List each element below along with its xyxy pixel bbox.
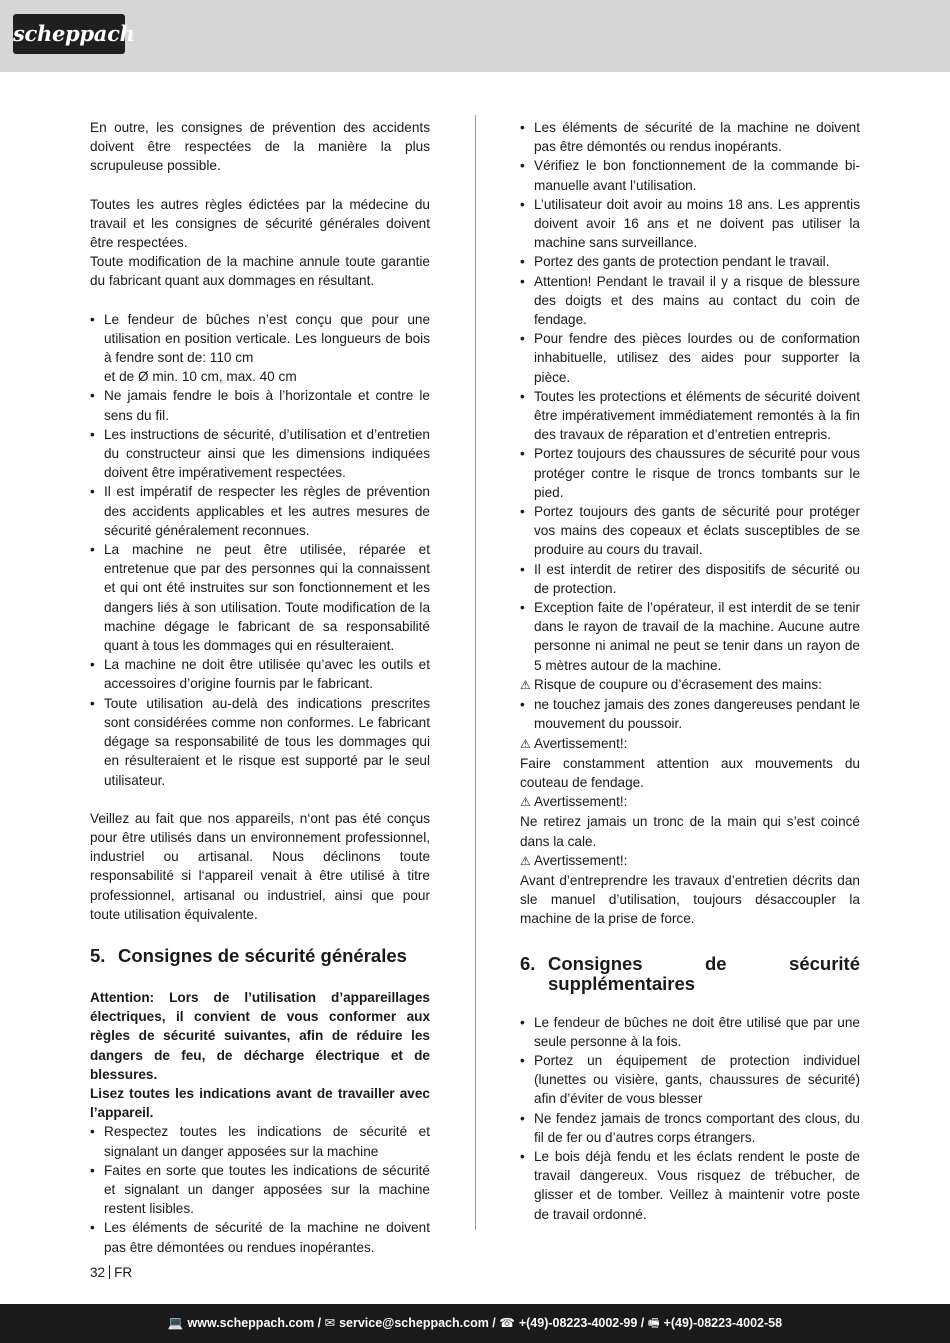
list-item: • La machine ne peut être utilisée, réparée et entretenue que par des personnes qui la connaissent et qui ont été instruites sur son fonctionnement et les dangers liés à son utilisation. Toute modification de la machine dégage le fabricant de sa responsabilité quant à tous les dommages qui en résulteraient.	[90, 540, 430, 655]
list-item: • Portez un équipement de protection individuel (lunettes ou visière, gants, chaussures de sécurité) afin d’éviter de vous blesser	[520, 1051, 860, 1109]
page-header	[0, 0, 950, 72]
list-item: • Portez toujours des chaussures de sécurité pour vous protéger contre le risque de troncs tombants sur le pied.	[520, 444, 860, 502]
warning-heading: ⚠ Avertissement!:	[520, 851, 860, 871]
read-instructions-text: Lisez toutes les indications avant de travailler avec l’appareil.	[90, 1085, 430, 1121]
list-item: • Vérifiez le bon fonctionnement de la commande bi-manuelle avant l’utilisation.	[520, 156, 860, 194]
phone-number: +(49)-08223-4002-99	[518, 1316, 638, 1330]
list-item: • Le fendeur de bûches n’est conçu que pour une utilisation en position verticale. Les longueurs de bois à fendre sont de: 110 cm et de Ø min. 10 cm, max. 40 cm	[90, 310, 430, 387]
section-5-heading: 5. Consignes de sécurité générales	[90, 944, 407, 966]
list-item: • Les éléments de sécurité de la machine ne doivent pas être démontés ou rendus inopérants.	[520, 118, 860, 156]
list-item: • Ne fendez jamais de troncs comportant des clous, du fil de fer ou d’autres corps étrangers.	[520, 1109, 860, 1147]
brand-logo: scheppach	[13, 14, 125, 54]
list-item: • Portez toujours des gants de sécurité pour protéger vos mains des copeaux et éclats susceptibles de se produire au cours du travail.	[520, 502, 860, 560]
list-item: • Il est impératif de respecter les règles de prévention des accidents applicables et les autres mesures de sécurité généralement reconnues.	[90, 482, 430, 540]
warning-icon: ⚠	[520, 853, 531, 868]
list-item: • Les instructions de sécurité, d’utilisation et d’entretien du constructeur ainsi que les dimensions indiquées doivent être impérativement respectées.	[90, 425, 430, 483]
email-link[interactable]: service@scheppach.com	[339, 1316, 489, 1330]
paragraph-modification: Toute modification de la machine annule toute garantie du fabricant quant aux dommages en résultant.	[90, 254, 430, 289]
additional-safety-list	[520, 1013, 860, 1224]
usage-list	[90, 310, 430, 790]
list-item: • Le bois déjà fendu et les éclats rendent le poste de travail dangereux. Vous risquez de trébucher, de glisser et de tomber. Veillez à maintenir votre poste de travail ordonné.	[520, 1147, 860, 1224]
website-link[interactable]: www.scheppach.com	[187, 1316, 315, 1330]
paragraph-disclaimer: Veillez au fait que nos appareils, n‘ont pas été conçus pour être utilisés dans un environnement professionnel, industriel ou artisanal. Nous déclinons toute responsabilité si l‘appareil venait à être utilisé à titre professionnel, artisanal ou industriel, ainsi que pour toute utilisation équivalente.	[90, 810, 430, 922]
list-item: • Attention! Pendant le travail il y a risque de blessure des doigts et des mains au contact du coin de fendage.	[520, 272, 860, 330]
warning-crush-list	[520, 695, 860, 733]
safety-list	[90, 1122, 430, 1256]
warning-crush: ⚠ Risque de coupure ou d’écrasement des mains:	[520, 675, 860, 695]
warning-text: Avant d’entreprendre les travaux d’entretien décrits dan sle manuel d’utilisation, toujours désaccoupler la machine de la prise de force.	[520, 872, 860, 927]
warning-icon: ⚠	[520, 736, 531, 751]
list-item: • La machine ne doit être utilisée qu’avec les outils et accessoires d’origine fournis par le fabricant.	[90, 655, 430, 693]
column-divider	[475, 115, 476, 1230]
list-item: • Portez des gants de protection pendant le travail.	[520, 252, 860, 271]
list-item: • Exception faite de l’opérateur, il est interdit de se tenir dans le rayon de travail de la machine. Aucune autre personne ni animal ne peut se tenir dans un rayon de 5 mètres autour de la machine.	[520, 598, 860, 675]
list-item: • Ne jamais fendre le bois à l’horizontale et contre le sens du fil.	[90, 386, 430, 424]
fax-number: +(49)-08223-4002-58	[663, 1316, 783, 1330]
computer-icon: 💻	[167, 1316, 184, 1330]
list-item: • Pour fendre des pièces lourdes ou de conformation inhabituelle, utilisez des aides pour supporter la pièce.	[520, 329, 860, 387]
right-column	[520, 118, 860, 1224]
warning-text: Ne retirez jamais un tronc de la main qui s’est coincé dans la cale.	[520, 814, 860, 849]
list-item: • Respectez toutes les indications de sécurité et signalant un danger apposées sur la machine	[90, 1122, 430, 1160]
fax-icon: 🖷	[647, 1316, 660, 1330]
warning-icon: ⚠	[520, 677, 531, 692]
section-6-heading: 6. Consignes de sécurité supplémentaires	[520, 952, 860, 994]
left-column	[90, 118, 430, 1257]
list-item: • Faites en sorte que toutes les indications de sécurité et signalant un danger apposées sur la machine restent lisibles.	[90, 1161, 430, 1219]
list-item: • Toute utilisation au-delà des indications prescrites sont considérées comme non conformes. Le fabricant dégage sa responsabilité de tous les dommages qui en résulteraient et le risque est supporté par le seul utilisateur.	[90, 694, 430, 790]
page-footer: 💻 www.scheppach.com / ✉ service@scheppach.com / ☎ +(49)-08223-4002-99 / 🖷 +(49)-08223-4002-58	[0, 1304, 950, 1343]
list-item: • ne touchez jamais des zones dangereuses pendant le mouvement du poussoir.	[520, 695, 860, 733]
warning-heading: ⚠ Avertissement!:	[520, 792, 860, 812]
paragraph-rules: Toutes les autres règles édictées par la médecine du travail et les consignes de sécurité générales doivent être respectées.	[90, 196, 430, 251]
phone-icon: ☎	[499, 1316, 515, 1330]
safety-list-continued	[520, 118, 860, 675]
list-item: • Les éléments de sécurité de la machine ne doivent pas être démontées ou rendues inopérantes.	[90, 1218, 430, 1256]
paragraph-intro: En outre, les consignes de prévention des accidents doivent être respectées de la manière la plus scrupuleuse possible.	[90, 120, 430, 174]
warning-text: Faire constamment attention aux mouvements du couteau de fendage.	[520, 755, 860, 790]
list-item: • Le fendeur de bûches ne doit être utilisé que par une seule personne à la fois.	[520, 1013, 860, 1051]
list-item: • L’utilisateur doit avoir au moins 18 ans. Les apprentis doivent avoir 16 ans et ne doivent pas utiliser la machine sans surveillance.	[520, 195, 860, 253]
page-number: 32 FR	[90, 1265, 133, 1280]
list-item: • Toutes les protections et éléments de sécurité doivent être impérativement immédiatement remontés à la fin des travaux de réparation et d’entretien entrepris.	[520, 387, 860, 445]
attention-text: Attention: Lors de l’utilisation d’appareillages électriques, il convient de vous conformer aux règles de sécurité suivantes, afin de réduire les dangers de feu, de décharge électrique et de blessures.	[90, 989, 430, 1082]
warning-icon: ⚠	[520, 795, 531, 810]
list-item: • Il est interdit de retirer des dispositifs de sécurité ou de protection.	[520, 560, 860, 598]
warning-heading: ⚠ Avertissement!:	[520, 734, 860, 754]
mail-icon: ✉	[324, 1316, 336, 1330]
